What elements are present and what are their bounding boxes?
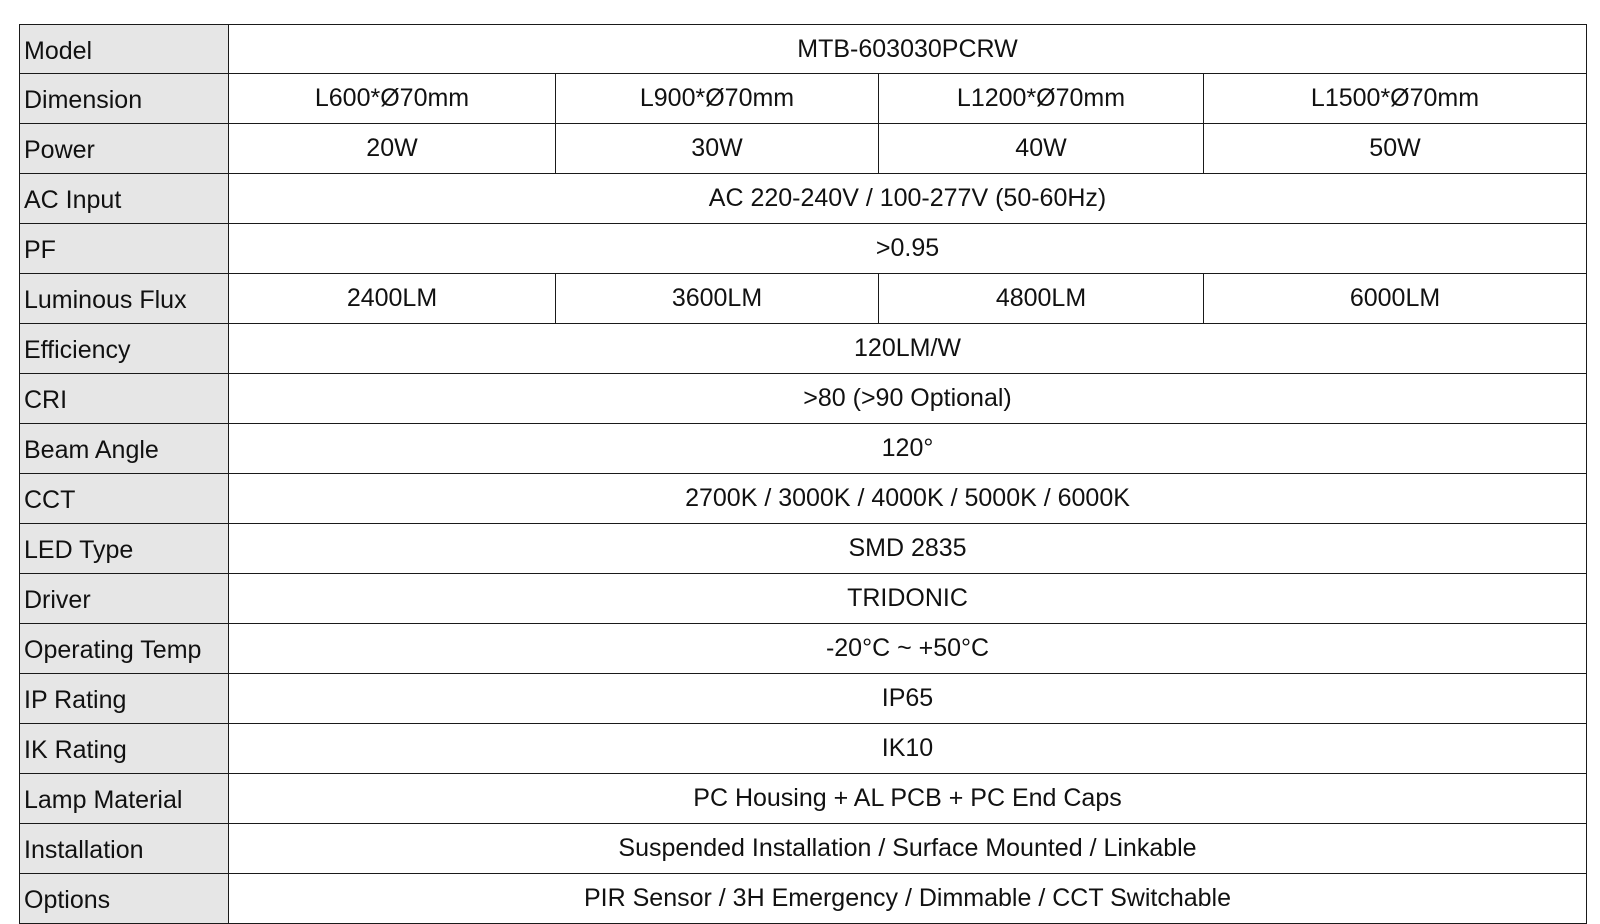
luminous-flux-value: 2400LM: [229, 274, 556, 324]
table-row-options: [20, 874, 1587, 924]
luminous-flux-value: 6000LM: [1204, 274, 1587, 324]
table-row-dimension: [20, 74, 1587, 124]
row-label: IK Rating: [20, 724, 229, 774]
row-label: Power: [20, 124, 229, 174]
operating-temp-value: -20°C ~ +50°C: [229, 624, 1587, 674]
lamp-material-value: PC Housing + AL PCB + PC End Caps: [229, 774, 1587, 824]
dimension-value: L1500*Ø70mm: [1204, 74, 1587, 124]
luminous-flux-value: 3600LM: [556, 274, 879, 324]
table-row-luminous-flux: [20, 274, 1587, 324]
row-label: CCT: [20, 474, 229, 524]
row-label: Dimension: [20, 74, 229, 124]
table-row-cri: [20, 374, 1587, 424]
options-value: PIR Sensor / 3H Emergency / Dimmable / CCT Switchable: [229, 874, 1587, 924]
luminous-flux-value: 4800LM: [879, 274, 1204, 324]
row-label: AC Input: [20, 174, 229, 224]
row-label: PF: [20, 224, 229, 274]
cct-value: 2700K / 3000K / 4000K / 5000K / 6000K: [229, 474, 1587, 524]
table-row-installation: [20, 824, 1587, 874]
table-row-operating-temp: [20, 624, 1587, 674]
power-value: 50W: [1204, 124, 1587, 174]
spec-table: [19, 24, 1587, 924]
table-row-ik-rating: [20, 724, 1587, 774]
cri-value: >80 (>90 Optional): [229, 374, 1587, 424]
table-row-model: [20, 25, 1587, 74]
installation-value: Suspended Installation / Surface Mounted / Linkable: [229, 824, 1587, 874]
efficiency-value: 120LM/W: [229, 324, 1587, 374]
row-label: Driver: [20, 574, 229, 624]
row-label: LED Type: [20, 524, 229, 574]
ac-input-value: AC 220-240V / 100-277V (50-60Hz): [229, 174, 1587, 224]
table-row-ip-rating: [20, 674, 1587, 724]
table-row-beam-angle: [20, 424, 1587, 474]
row-label: IP Rating: [20, 674, 229, 724]
row-label: Options: [20, 874, 229, 924]
table-row-led-type: [20, 524, 1587, 574]
ip-rating-value: IP65: [229, 674, 1587, 724]
row-label: Beam Angle: [20, 424, 229, 474]
beam-angle-value: 120°: [229, 424, 1587, 474]
led-type-value: SMD 2835: [229, 524, 1587, 574]
row-label: Lamp Material: [20, 774, 229, 824]
dimension-value: L600*Ø70mm: [229, 74, 556, 124]
table-row-ac-input: [20, 174, 1587, 224]
table-row-pf: [20, 224, 1587, 274]
model-value: MTB-603030PCRW: [229, 25, 1587, 74]
power-value: 40W: [879, 124, 1204, 174]
row-label: Efficiency: [20, 324, 229, 374]
table-row-power: [20, 124, 1587, 174]
dimension-value: L1200*Ø70mm: [879, 74, 1204, 124]
row-label: Operating Temp: [20, 624, 229, 674]
row-label: CRI: [20, 374, 229, 424]
row-label: Model: [20, 25, 229, 74]
row-label: Luminous Flux: [20, 274, 229, 324]
table-row-cct: [20, 474, 1587, 524]
power-value: 20W: [229, 124, 556, 174]
pf-value: >0.95: [229, 224, 1587, 274]
ik-rating-value: IK10: [229, 724, 1587, 774]
dimension-value: L900*Ø70mm: [556, 74, 879, 124]
power-value: 30W: [556, 124, 879, 174]
row-label: Installation: [20, 824, 229, 874]
table-row-driver: [20, 574, 1587, 624]
driver-value: TRIDONIC: [229, 574, 1587, 624]
table-row-efficiency: [20, 324, 1587, 374]
table-row-lamp-material: [20, 774, 1587, 824]
